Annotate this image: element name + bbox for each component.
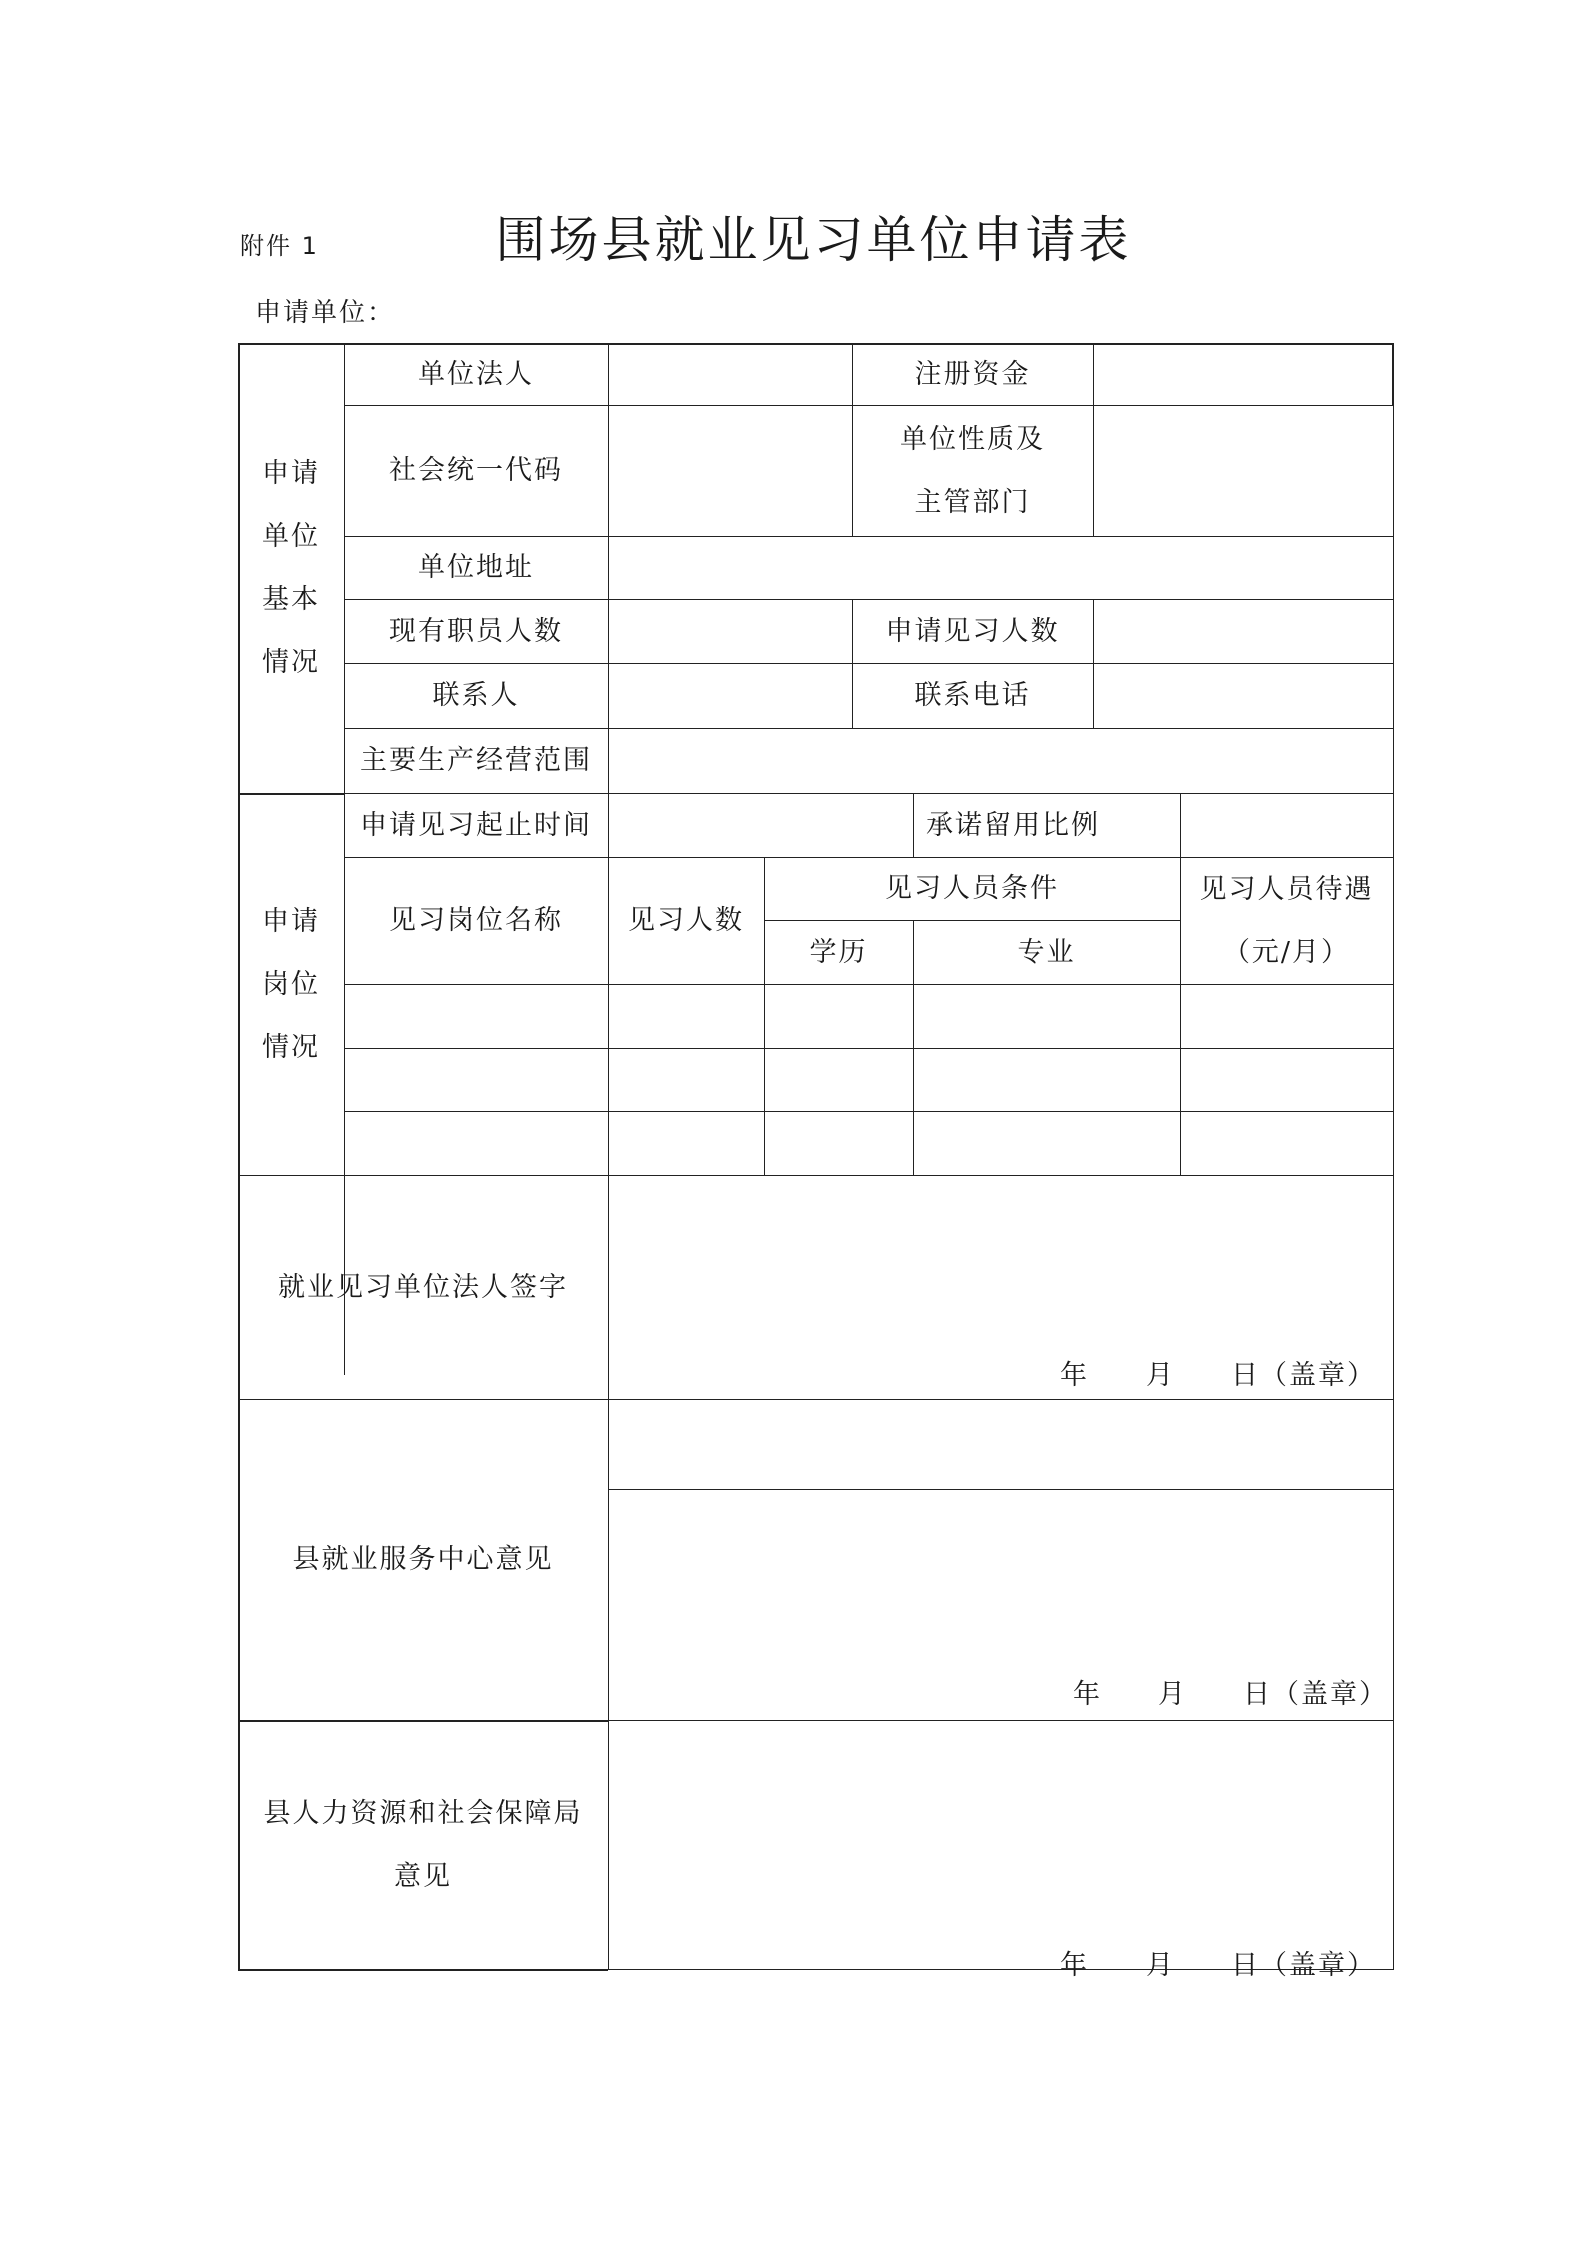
group-label-char: 申请 bbox=[262, 905, 320, 937]
contact-phone-field[interactable] bbox=[1093, 663, 1393, 728]
bureau-date-year: 年 bbox=[1060, 1950, 1089, 1981]
group-label-char: 情况 bbox=[262, 647, 320, 678]
applied-trainee-count-field[interactable] bbox=[1093, 599, 1393, 663]
center-date-month: 月 bbox=[1158, 1679, 1187, 1710]
table-border-right bbox=[1393, 405, 1394, 1970]
retention-ratio-field[interactable] bbox=[1180, 793, 1393, 857]
trainee-count-cell[interactable] bbox=[608, 1048, 764, 1111]
legal-person-label: 单位法人 bbox=[418, 358, 534, 390]
position-name-cell[interactable] bbox=[344, 984, 608, 1048]
table-border-bottom-left bbox=[238, 1969, 608, 1971]
form-table bbox=[238, 343, 1394, 1981]
signature-date-day-seal: 日（盖章） bbox=[1231, 1360, 1376, 1391]
legal-signature-label: 就业见习单位法人签字 bbox=[278, 1271, 568, 1303]
center-date-year: 年 bbox=[1073, 1679, 1102, 1710]
trainee-count-header: 见习人数 bbox=[628, 905, 744, 936]
contact-phone-label: 联系电话 bbox=[914, 680, 1031, 711]
education-header: 学历 bbox=[809, 936, 868, 968]
legal-person-field[interactable] bbox=[608, 343, 852, 405]
applied-trainee-count-label: 申请见习人数 bbox=[885, 615, 1060, 647]
business-scope-field[interactable] bbox=[608, 728, 1393, 793]
period-field[interactable] bbox=[608, 793, 913, 857]
major-cell[interactable] bbox=[913, 1111, 1180, 1175]
group-label-char: 申请 bbox=[262, 458, 320, 489]
attachment-label: 附件 1 bbox=[240, 232, 319, 260]
center-date-day-seal: 日（盖章） bbox=[1243, 1679, 1388, 1710]
bureau-opinion-label bbox=[238, 1720, 608, 1969]
form-title bbox=[0, 200, 1587, 272]
bureau-date-day-seal: 日（盖章） bbox=[1231, 1950, 1376, 1981]
staff-count-field[interactable] bbox=[608, 599, 852, 663]
treatment-cell[interactable] bbox=[1180, 984, 1393, 1048]
trainee-count-cell[interactable] bbox=[608, 984, 764, 1048]
major-cell[interactable] bbox=[913, 984, 1180, 1048]
unit-nature-line1: 单位性质及 bbox=[900, 423, 1045, 455]
center-opinion-label: 县就业服务中心意见 bbox=[292, 1544, 554, 1575]
bureau-date-month: 月 bbox=[1146, 1950, 1175, 1981]
treatment-header-line1: 见习人员待遇 bbox=[1199, 873, 1374, 905]
registered-capital-label: 注册资金 bbox=[914, 358, 1031, 390]
credit-code-field[interactable] bbox=[608, 405, 852, 536]
basic-info-group-label bbox=[238, 343, 344, 793]
unit-nature-label bbox=[852, 405, 1093, 536]
signature-date-year: 年 bbox=[1060, 1360, 1089, 1391]
treatment-header-line2: （元/月） bbox=[1222, 936, 1351, 968]
group-label-char: 情况 bbox=[262, 1031, 320, 1063]
address-label: 单位地址 bbox=[418, 552, 534, 583]
business-scope-label: 主要生产经营范围 bbox=[360, 745, 592, 776]
position-name-cell[interactable] bbox=[344, 1111, 608, 1175]
group-label-char: 基本 bbox=[262, 584, 320, 615]
contact-person-label: 联系人 bbox=[432, 680, 520, 711]
positions-group-label bbox=[238, 793, 344, 1175]
form-title-text: 围场县就业见习单位申请表 bbox=[495, 211, 1132, 269]
major-cell[interactable] bbox=[913, 1048, 1180, 1111]
education-cell[interactable] bbox=[764, 1111, 913, 1175]
treatment-cell[interactable] bbox=[1180, 1048, 1393, 1111]
retention-ratio-label: 承诺留用比例 bbox=[926, 809, 1100, 841]
position-name-header: 见习岗位名称 bbox=[389, 905, 563, 936]
registered-capital-field[interactable] bbox=[1093, 343, 1393, 405]
period-label: 申请见习起止时间 bbox=[360, 809, 592, 841]
bureau-opinion-line2: 意见 bbox=[394, 1860, 452, 1892]
signature-date-month: 月 bbox=[1146, 1360, 1175, 1391]
education-cell[interactable] bbox=[764, 1048, 913, 1111]
applicant-unit-label: 申请单位： bbox=[255, 298, 396, 328]
education-cell[interactable] bbox=[764, 984, 913, 1048]
staff-count-label: 现有职员人数 bbox=[389, 615, 563, 647]
unit-nature-field[interactable] bbox=[1093, 405, 1393, 536]
group-label-char: 岗位 bbox=[262, 968, 320, 1000]
bureau-opinion-field[interactable] bbox=[608, 1720, 1393, 1969]
trainee-count-cell[interactable] bbox=[608, 1111, 764, 1175]
treatment-header bbox=[1180, 857, 1393, 984]
position-name-cell[interactable] bbox=[344, 1048, 608, 1111]
unit-nature-line2: 主管部门 bbox=[914, 486, 1031, 518]
credit-code-label: 社会统一代码 bbox=[389, 455, 563, 486]
center-opinion-field-top[interactable] bbox=[608, 1399, 1393, 1489]
treatment-cell[interactable] bbox=[1180, 1111, 1393, 1175]
bureau-opinion-line1: 县人力资源和社会保障局 bbox=[263, 1797, 583, 1829]
group-label-char: 单位 bbox=[262, 521, 320, 552]
contact-person-field[interactable] bbox=[608, 663, 852, 728]
address-field[interactable] bbox=[608, 536, 1393, 599]
major-header: 专业 bbox=[1017, 936, 1076, 968]
conditions-header: 见习人员条件 bbox=[885, 873, 1059, 904]
